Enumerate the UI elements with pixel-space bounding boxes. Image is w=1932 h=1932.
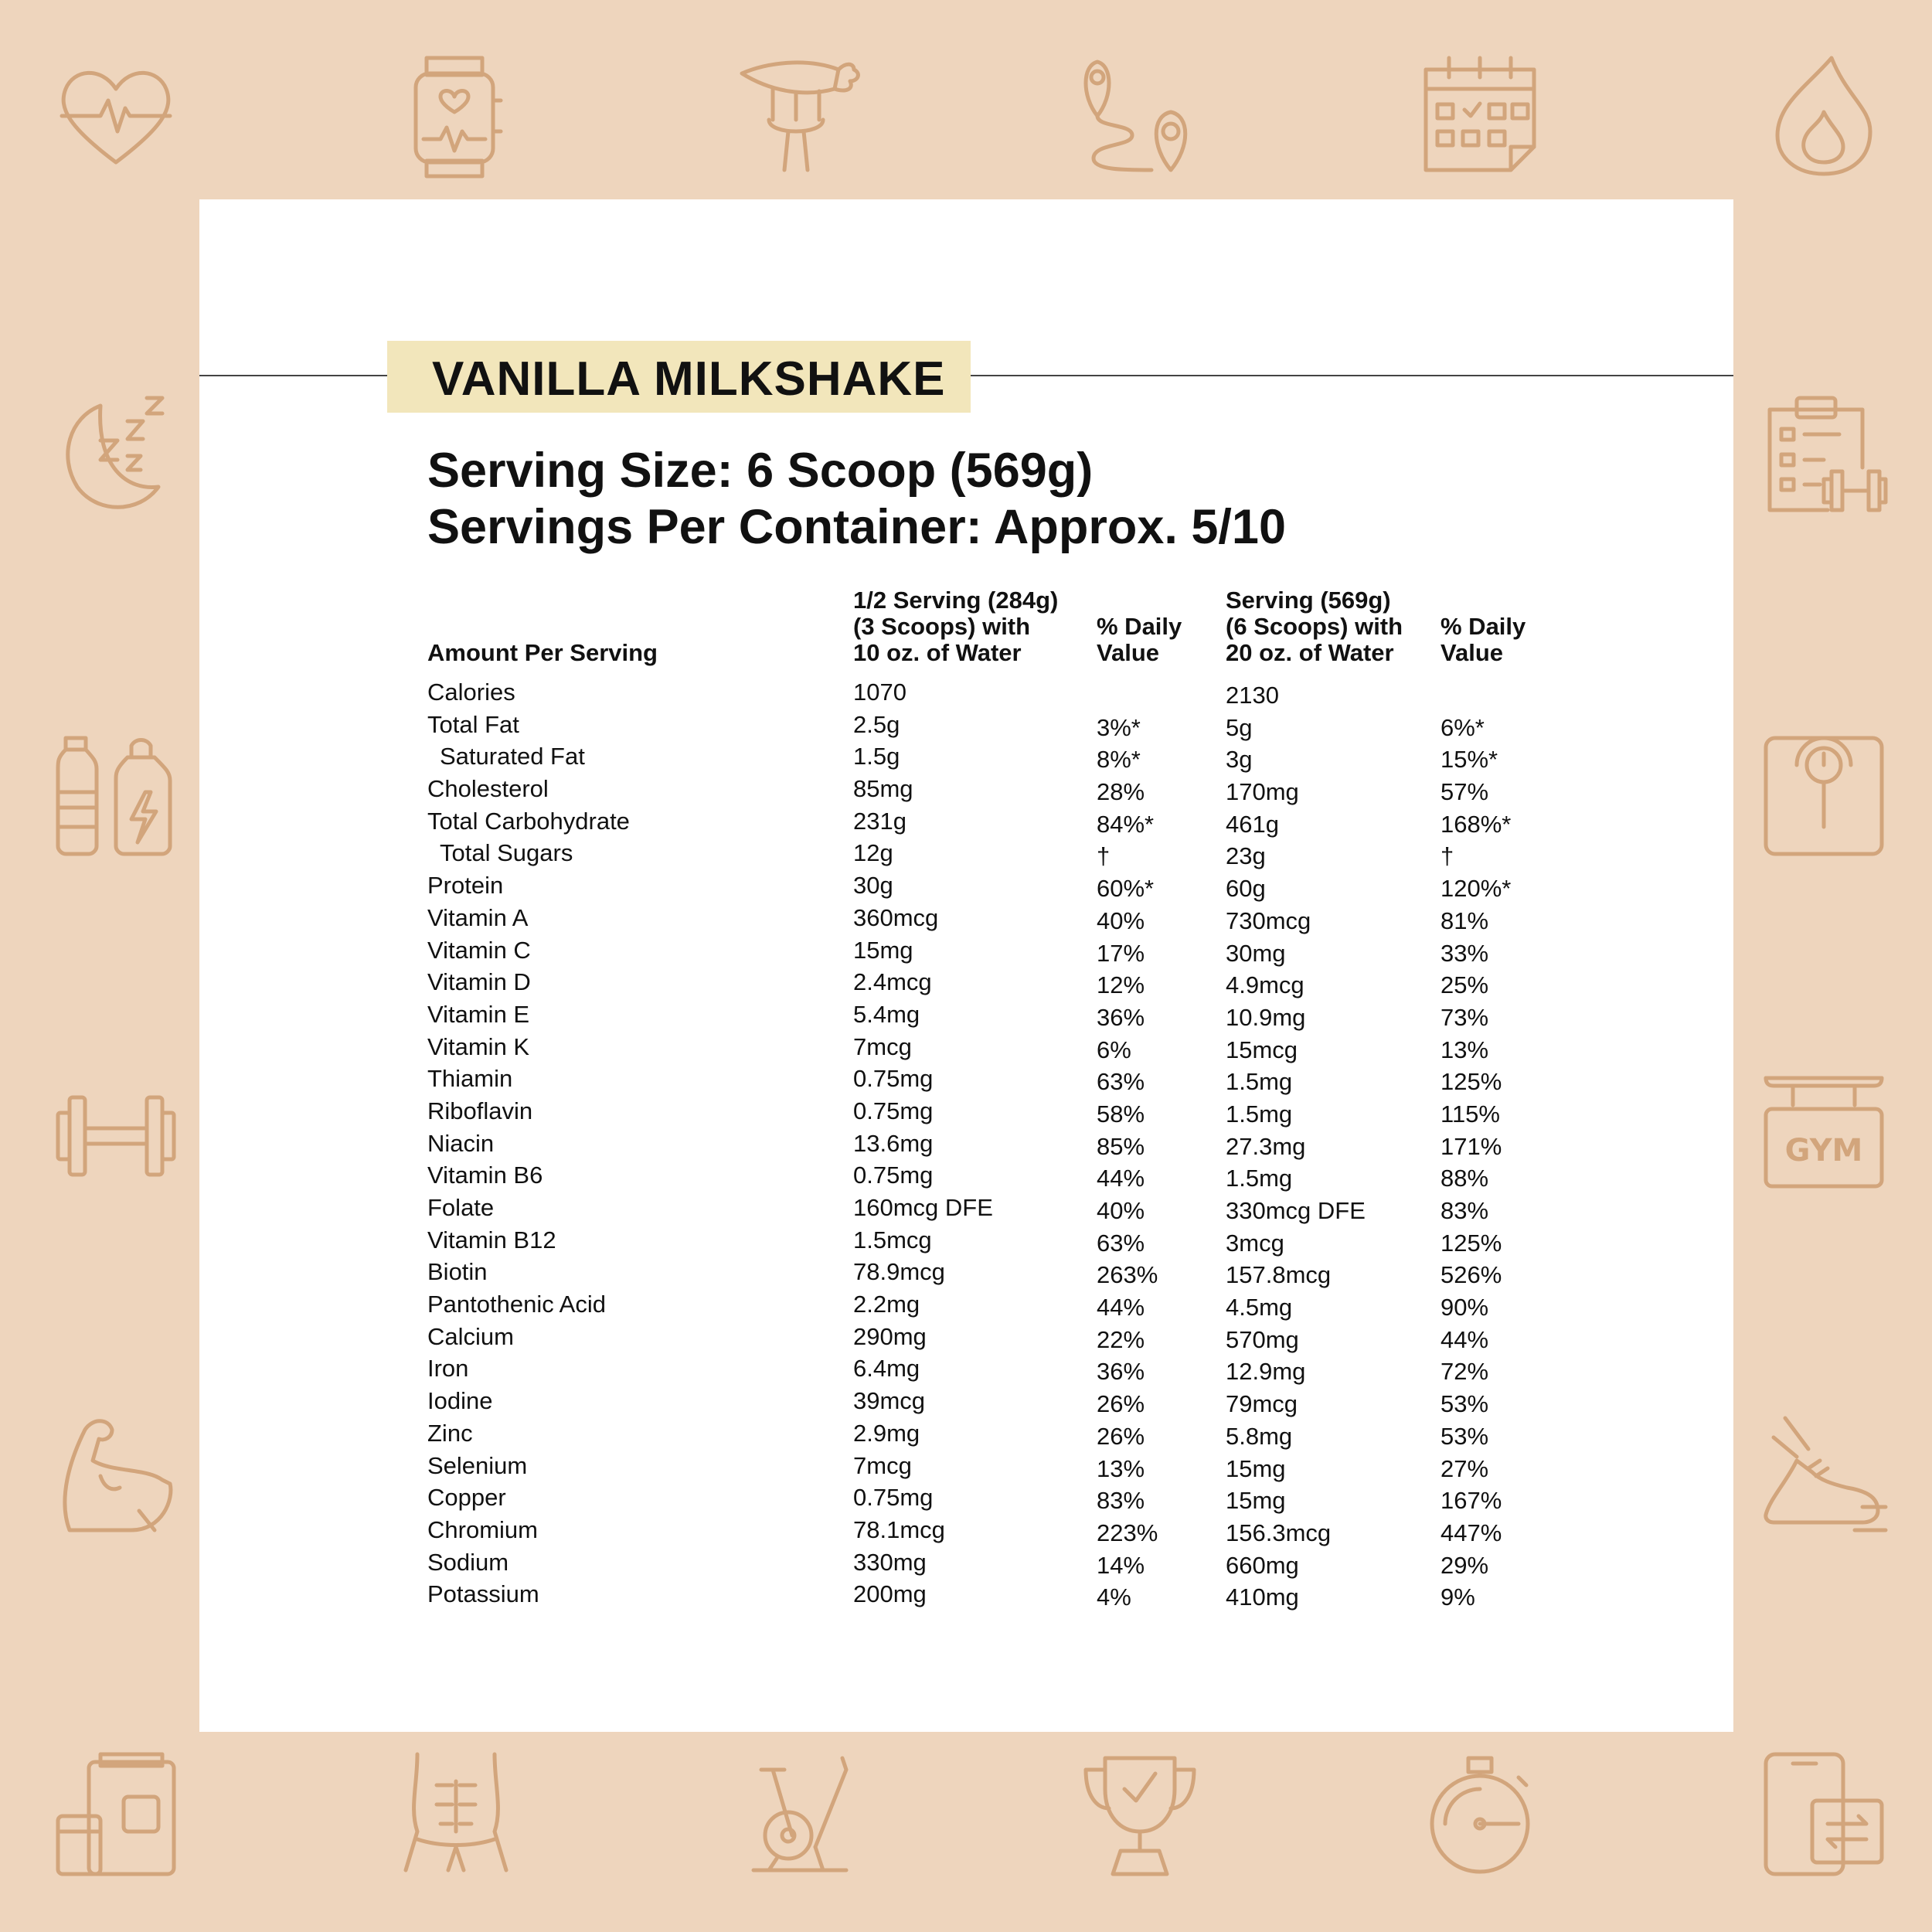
half-serving-daily-value: 26% xyxy=(1097,1422,1145,1450)
half-serving-amount: 1.5mcg xyxy=(853,1226,932,1253)
half-serving-daily-value: 60%* xyxy=(1097,875,1155,903)
full-serving-header: Serving (569g) (6 Scoops) with 20 oz. of Water xyxy=(1226,587,1403,666)
nutrient-row xyxy=(427,711,1587,743)
full-serving-amount: 2130 xyxy=(1226,682,1279,709)
half-serving-daily-value: 12% xyxy=(1097,971,1145,999)
half-serving-header: 1/2 Serving (284g) (3 Scoops) with 10 oz. of Water xyxy=(853,587,1059,666)
half-serving-amount: 231g xyxy=(853,807,906,835)
full-serving-daily-value: 72% xyxy=(1440,1358,1489,1386)
full-serving-daily-value: 25% xyxy=(1440,971,1489,999)
nutrient-name: Total Carbohydrate xyxy=(427,807,630,835)
full-serving-amount: 4.9mcg xyxy=(1226,971,1304,999)
half-serving-daily-value: 83% xyxy=(1097,1487,1145,1515)
weight-scale-icon xyxy=(1762,734,1886,858)
abs-torso-icon xyxy=(394,1754,518,1878)
full-serving-amount: 156.3mcg xyxy=(1226,1519,1332,1546)
nutrient-row xyxy=(427,1452,1587,1485)
half-serving-amount: 39mcg xyxy=(853,1387,926,1415)
clipboard-dumbbell-icon xyxy=(1762,394,1886,518)
full-serving-amount: 330mcg DFE xyxy=(1226,1197,1366,1224)
serving-info xyxy=(427,443,1286,556)
full-serving-daily-value: 44% xyxy=(1440,1325,1489,1353)
running-shoe-icon xyxy=(1762,1414,1886,1538)
full-serving-amount: 30mg xyxy=(1226,939,1286,967)
full-serving-amount: 12.9mg xyxy=(1226,1358,1306,1386)
nutrient-name: Vitamin D xyxy=(427,968,531,996)
nutrient-name: Iron xyxy=(427,1355,469,1383)
nutrient-row xyxy=(427,1484,1587,1516)
nutrient-row xyxy=(427,1420,1587,1452)
half-serving-amount: 2.9mg xyxy=(853,1419,920,1447)
nutrient-name: Zinc xyxy=(427,1419,473,1447)
half-serving-amount: 7mcg xyxy=(853,1451,912,1479)
trophy-icon xyxy=(1078,1754,1202,1878)
nutrient-row xyxy=(427,839,1587,872)
half-serving-amount: 2.2mg xyxy=(853,1291,920,1318)
nutrient-row xyxy=(427,1162,1587,1194)
half-serving-amount: 2.4mcg xyxy=(853,968,932,996)
calendar-icon xyxy=(1418,54,1542,178)
half-serving-daily-value: 26% xyxy=(1097,1390,1145,1418)
full-serving-daily-value: 526% xyxy=(1440,1261,1502,1289)
full-serving-amount: 15mcg xyxy=(1226,1036,1298,1063)
full-serving-daily-value: 15%* xyxy=(1440,746,1498,774)
half-serving-daily-value: 63% xyxy=(1097,1068,1145,1096)
nutrient-row xyxy=(427,1001,1587,1033)
nutrient-name: Iodine xyxy=(427,1387,493,1415)
half-serving-daily-value: 58% xyxy=(1097,1100,1145,1128)
nutrient-row xyxy=(427,1226,1587,1259)
full-serving-amount: 1.5mg xyxy=(1226,1100,1293,1128)
nutrient-name: Sodium xyxy=(427,1548,509,1576)
full-serving-daily-value: 73% xyxy=(1440,1003,1489,1031)
svg-text:GYM: GYM xyxy=(1784,1133,1863,1168)
half-serving-amount: 5.4mg xyxy=(853,1000,920,1028)
full-serving-daily-value: 120%* xyxy=(1440,875,1512,903)
full-serving-amount: 1.5mg xyxy=(1226,1068,1293,1096)
half-serving-amount: 78.9mcg xyxy=(853,1258,945,1286)
nutrient-name: Potassium xyxy=(427,1580,539,1608)
nutrient-name: Folate xyxy=(427,1194,495,1221)
full-serving-amount: 15mg xyxy=(1226,1454,1286,1482)
water-bottles-icon xyxy=(54,734,178,858)
nutrient-name: Total Fat xyxy=(427,710,519,738)
half-serving-daily-value: 263% xyxy=(1097,1261,1158,1289)
half-serving-daily-value: 22% xyxy=(1097,1325,1145,1353)
half-serving-amount: 1.5g xyxy=(853,743,900,770)
full-serving-amount: 730mcg xyxy=(1226,906,1311,934)
full-serving-daily-value: 57% xyxy=(1440,778,1489,806)
nutrient-row xyxy=(427,872,1587,904)
full-serving-amount: 5g xyxy=(1226,713,1253,741)
half-serving-amount: 85mg xyxy=(853,775,913,803)
product-title: VANILLA MILKSHAKE xyxy=(432,352,946,406)
full-serving-amount: 15mg xyxy=(1226,1487,1286,1515)
smartwatch-icon xyxy=(394,54,518,178)
full-serving-daily-value: 33% xyxy=(1440,939,1489,967)
nutrient-row xyxy=(427,968,1587,1001)
full-serving-daily-value: 168%* xyxy=(1440,810,1512,838)
half-serving-amount: 7mcg xyxy=(853,1032,912,1060)
nutrient-name: Selenium xyxy=(427,1451,528,1479)
nutrient-row xyxy=(427,679,1587,711)
full-serving-daily-value: 90% xyxy=(1440,1294,1489,1321)
nutrient-name: Vitamin E xyxy=(427,1000,530,1028)
gym-sign-icon xyxy=(1762,1074,1886,1198)
nutrient-name: Riboflavin xyxy=(427,1097,533,1124)
flexed-arm-icon xyxy=(54,1414,178,1538)
full-serving-daily-value: 13% xyxy=(1440,1036,1489,1063)
nutrient-name: Copper xyxy=(427,1484,506,1512)
nutrient-row xyxy=(427,1580,1587,1613)
nutrient-row xyxy=(427,775,1587,808)
full-serving-amount: 79mcg xyxy=(1226,1390,1298,1418)
half-serving-daily-value: 223% xyxy=(1097,1519,1158,1546)
half-serving-daily-value: 3%* xyxy=(1097,713,1141,741)
nutrient-name: Vitamin C xyxy=(427,936,531,964)
half-serving-amount: 290mg xyxy=(853,1322,927,1350)
half-serving-amount: 15mg xyxy=(853,936,913,964)
nutrient-row xyxy=(427,1355,1587,1387)
half-serving-daily-value: 17% xyxy=(1097,939,1145,967)
full-serving-daily-value: † xyxy=(1440,842,1454,870)
nutrient-row xyxy=(427,808,1587,840)
half-serving-amount: 0.75mg xyxy=(853,1484,934,1512)
full-serving-amount: 5.8mg xyxy=(1226,1422,1293,1450)
half-serving-daily-value: 84%* xyxy=(1097,810,1155,838)
half-serving-daily-value: 40% xyxy=(1097,906,1145,934)
half-serving-daily-value: 85% xyxy=(1097,1132,1145,1160)
full-serving-daily-value: 53% xyxy=(1440,1422,1489,1450)
full-serving-amount: 660mg xyxy=(1226,1551,1299,1579)
nutrient-table xyxy=(427,679,1587,1613)
exercise-bike-icon xyxy=(738,1754,862,1878)
full-serving-daily-value: 53% xyxy=(1440,1390,1489,1418)
nutrient-name: Thiamin xyxy=(427,1065,513,1093)
sleep-moon-icon xyxy=(54,394,178,518)
nutrient-row xyxy=(427,1323,1587,1355)
half-serving-amount: 330mg xyxy=(853,1548,927,1576)
full-serving-amount: 461g xyxy=(1226,810,1279,838)
full-serving-amount: 410mg xyxy=(1226,1583,1299,1611)
full-serving-daily-value: 447% xyxy=(1440,1519,1502,1546)
nutrient-row xyxy=(427,904,1587,937)
full-serving-daily-value: 27% xyxy=(1440,1454,1489,1482)
half-serving-daily-value: 36% xyxy=(1097,1003,1145,1031)
half-serving-daily-value: 13% xyxy=(1097,1454,1145,1482)
nutrient-row xyxy=(427,1065,1587,1097)
nutrient-row xyxy=(427,743,1587,775)
nutrient-name: Calcium xyxy=(427,1322,514,1350)
nutrient-row xyxy=(427,1097,1587,1130)
half-serving-amount: 78.1mcg xyxy=(853,1515,945,1543)
full-serving-daily-value: 115% xyxy=(1440,1100,1500,1128)
phone-sync-icon xyxy=(1762,1754,1886,1878)
nutrient-row xyxy=(427,1194,1587,1226)
nutrient-row xyxy=(427,1258,1587,1291)
nutrient-row xyxy=(427,1033,1587,1066)
half-serving-amount: 13.6mg xyxy=(853,1129,934,1157)
nutrient-name: Vitamin B6 xyxy=(427,1162,543,1189)
route-pin-icon xyxy=(1078,54,1202,178)
nutrient-name: Vitamin A xyxy=(427,903,529,931)
half-serving-daily-value: † xyxy=(1097,842,1111,870)
full-serving-daily-value: 125% xyxy=(1440,1229,1502,1257)
half-serving-daily-value: 44% xyxy=(1097,1294,1145,1321)
nutrient-name: Cholesterol xyxy=(427,775,549,803)
full-serving-amount: 3mcg xyxy=(1226,1229,1284,1257)
nutrient-name: Vitamin K xyxy=(427,1032,530,1060)
half-serving-amount: 6.4mg xyxy=(853,1355,920,1383)
supplement-jars-icon xyxy=(54,1754,178,1878)
half-serving-amount: 1070 xyxy=(853,679,906,706)
half-serving-daily-value: 8%* xyxy=(1097,746,1141,774)
full-serving-daily-value: 88% xyxy=(1440,1165,1489,1192)
full-serving-daily-value: 6%* xyxy=(1440,713,1485,741)
nutrient-row xyxy=(427,1291,1587,1323)
full-serving-amount: 23g xyxy=(1226,842,1266,870)
half-serving-amount: 0.75mg xyxy=(853,1162,934,1189)
half-serving-amount: 360mcg xyxy=(853,903,939,931)
full-serving-amount: 27.3mg xyxy=(1226,1132,1306,1160)
full-serving-amount: 4.5mg xyxy=(1226,1294,1293,1321)
half-serving-daily-value: 40% xyxy=(1097,1197,1145,1224)
nutrient-name: Calories xyxy=(427,679,515,706)
half-serving-amount: 2.5g xyxy=(853,710,900,738)
nutrient-name: Vitamin B12 xyxy=(427,1226,556,1253)
nutrition-card xyxy=(199,199,1733,1732)
half-serving-daily-value: 36% xyxy=(1097,1358,1145,1386)
heart-rate-icon xyxy=(54,54,178,178)
nutrient-name: Saturated Fat xyxy=(440,743,585,770)
nutrient-name: Biotin xyxy=(427,1258,488,1286)
servings-per-container: Servings Per Container: Approx. 5/10 xyxy=(427,500,1286,554)
nutrient-name: Total Sugars xyxy=(440,839,573,867)
full-serving-amount: 60g xyxy=(1226,875,1266,903)
half-serving-daily-value: 63% xyxy=(1097,1229,1145,1257)
full-serving-daily-value: 171% xyxy=(1440,1132,1502,1160)
nutrient-row xyxy=(427,1549,1587,1581)
full-serving-daily-value: 9% xyxy=(1440,1583,1475,1611)
daily-value-header-2: % Daily Value xyxy=(1440,613,1526,666)
nutrient-name: Niacin xyxy=(427,1129,495,1157)
full-serving-amount: 10.9mg xyxy=(1226,1003,1306,1031)
nutrient-name: Pantothenic Acid xyxy=(427,1291,606,1318)
half-serving-amount: 0.75mg xyxy=(853,1065,934,1093)
stopwatch-icon xyxy=(1418,1754,1542,1878)
nutrient-row xyxy=(427,937,1587,969)
full-serving-daily-value: 167% xyxy=(1440,1487,1502,1515)
half-serving-amount: 12g xyxy=(853,839,893,867)
half-serving-amount: 160mcg DFE xyxy=(853,1194,993,1221)
half-serving-daily-value: 28% xyxy=(1097,778,1145,806)
full-serving-daily-value: 83% xyxy=(1440,1197,1489,1224)
half-serving-daily-value: 6% xyxy=(1097,1036,1131,1063)
full-serving-daily-value: 81% xyxy=(1440,906,1489,934)
dumbbell-icon xyxy=(54,1074,178,1198)
carrot-fork-icon xyxy=(738,54,862,178)
half-serving-daily-value: 44% xyxy=(1097,1165,1145,1192)
full-serving-amount: 570mg xyxy=(1226,1325,1299,1353)
full-serving-amount: 157.8mcg xyxy=(1226,1261,1332,1289)
half-serving-daily-value: 4% xyxy=(1097,1583,1131,1611)
half-serving-amount: 30g xyxy=(853,872,893,900)
flame-icon xyxy=(1762,54,1886,178)
half-serving-amount: 200mg xyxy=(853,1580,927,1608)
half-serving-daily-value: 14% xyxy=(1097,1551,1145,1579)
nutrient-name: Chromium xyxy=(427,1515,538,1543)
half-serving-amount: 0.75mg xyxy=(853,1097,934,1124)
nutrient-row xyxy=(427,1516,1587,1549)
full-serving-amount: 1.5mg xyxy=(1226,1165,1293,1192)
nutrient-row xyxy=(427,1130,1587,1162)
nutrient-row xyxy=(427,1387,1587,1420)
full-serving-amount: 3g xyxy=(1226,746,1253,774)
nutrient-name: Protein xyxy=(427,872,504,900)
serving-size: Serving Size: 6 Scoop (569g) xyxy=(427,444,1094,498)
full-serving-daily-value: 29% xyxy=(1440,1551,1489,1579)
amount-per-serving-header: Amount Per Serving xyxy=(427,639,658,666)
daily-value-header-1: % Daily Value xyxy=(1097,613,1182,666)
full-serving-amount: 170mg xyxy=(1226,778,1299,806)
full-serving-daily-value: 125% xyxy=(1440,1068,1502,1096)
